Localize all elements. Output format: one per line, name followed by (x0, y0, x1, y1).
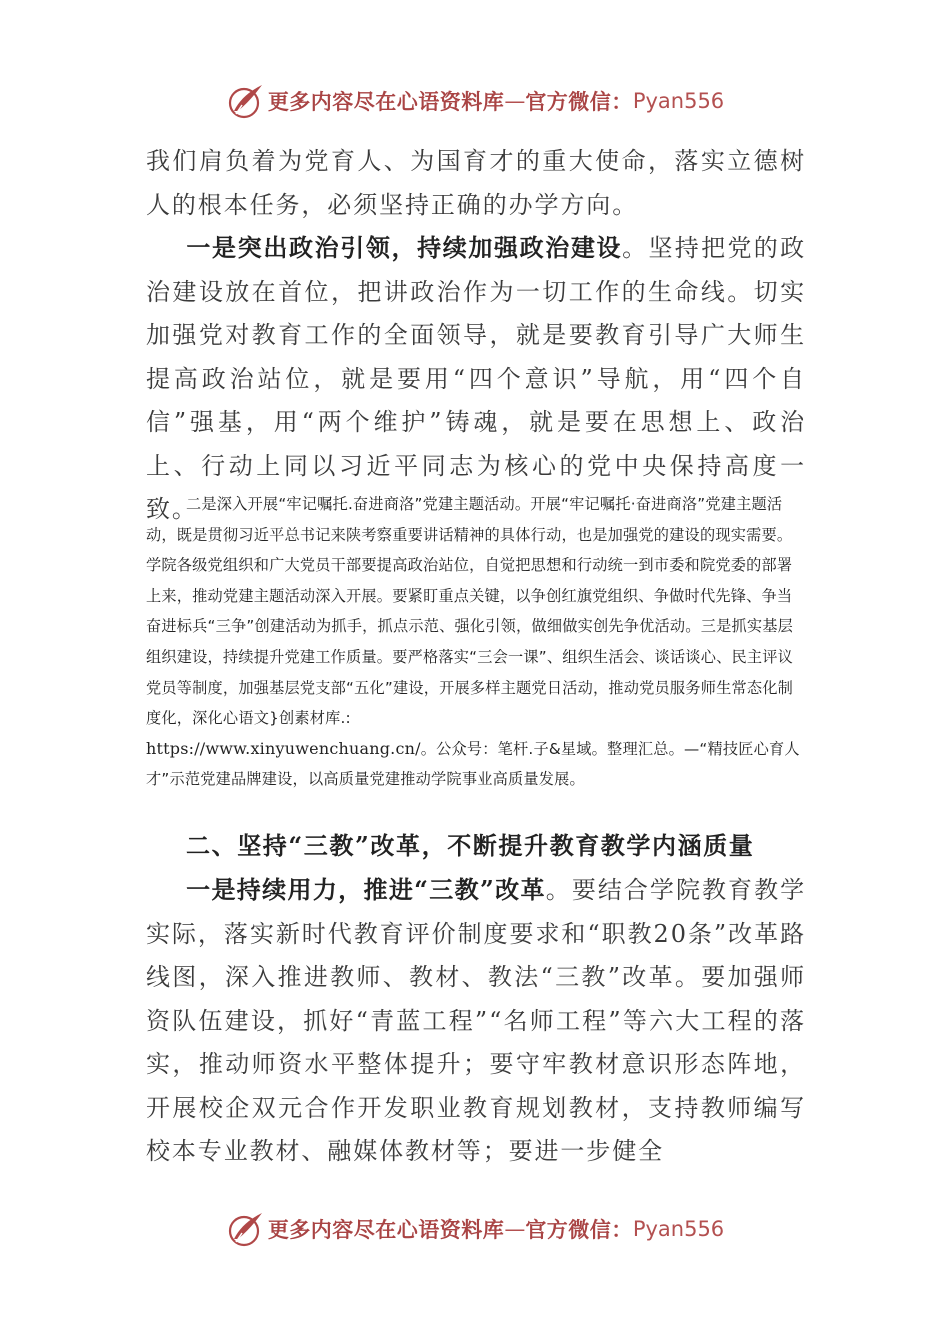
banner-wechat-label: 官方微信： (525, 1218, 633, 1242)
banner-text: 更多内容尽在心语资料库 (267, 90, 505, 114)
point2-url: https://www.xinyuwenchuang.cn/ (146, 738, 421, 758)
point1-text: 。坚持把党的政治建设放在首位，把讲政治作为一切工作的生命线。切实加强党对教育工作的全面领导，就是要教育引导广大师生提高政治站位，就是要用“四个意识”导航，用“四个自信”强基，用“两个维护”铸魂，就是要在思想上、政治上、行动上同以习近平同志为核心的党中央保持高度一致。 (146, 234, 806, 523)
footer-banner (0, 1206, 950, 1252)
point2-text-part2: 。公众号：笔杆.子&星域。整理汇总。—“精技匠心育人才”示范党建品牌建设，以高质量党建推动学院事业高质量发展。 (146, 739, 800, 789)
banner-wechat-id: Pyan556 (632, 89, 725, 113)
quill-logo-icon (226, 1209, 266, 1249)
banner-dash: — (504, 89, 526, 113)
banner-wechat-label: 官方微信： (525, 90, 633, 114)
section2-heading: 二、坚持“三教”改革，不断提升教育教学内涵质量 (186, 831, 755, 860)
point1-paragraph (146, 226, 806, 532)
header-banner (0, 78, 950, 124)
banner-dash: — (504, 1217, 526, 1241)
point2-text-part1: 二是深入开展“牢记嘱托.奋进商洛”党建主题活动。开展“牢记嘱托·奋进商洛”党建主题活动，既是贯彻习近平总书记来陕考察重要讲话精神的具体行动，也是加强党的建设的现实需要。学院各级党组织和广大党员干部要提高政治站位，自觉把思想和行动统一到市委和院党委的部署上来，推动党建主题活动深入开展。要紧盯重点关键，以争创红旗党组织、争做时代先锋、争当奋进标兵“三争”创建活动为抓手，抓点示范、强化引领，做细做实创先争优活动。三是抓实基层组织建设，持续提升党建工作质量。要严格落实“三会一课”、组织生活会、谈话谈心、民主评议党员等制度，加强基层党支部“五化”建设，开展多样主题党日活动，推动党员服务师生常态化制度化，深化心语文}创素材库.: (146, 495, 794, 728)
banner-text: 更多内容尽在心语资料库 (267, 1218, 505, 1242)
point3-bold-heading: 一是持续用力，推进“三教”改革 (186, 875, 546, 904)
quill-logo-icon (226, 81, 266, 121)
point3-paragraph (146, 868, 806, 1174)
banner-wechat-id: Pyan556 (632, 1217, 725, 1241)
intro-paragraph (146, 140, 806, 227)
intro-text: 我们肩负着为党育人、为国育才的重大使命，落实立德树人的根本任务，必须坚持正确的办学方向。 (146, 147, 806, 219)
point2-paragraph (146, 489, 806, 795)
point1-bold-heading: 一是突出政治引领，持续加强政治建设 (186, 233, 623, 262)
point3-text: 。要结合学院教育教学实际，落实新时代教育评价制度要求和“职教20条”改革路线图，深入推进教师、教材、教法“三教”改革。要加强师资队伍建设，抓好“青蓝工程”“名师工程”等六大工程的落实，推动师资水平整体提升；要守牢教材意识形态阵地，开展校企双元合作开发职业教育规划教材，支持教师编写校本专业教材、融媒体教材等；要进一步健全 (146, 876, 807, 1165)
